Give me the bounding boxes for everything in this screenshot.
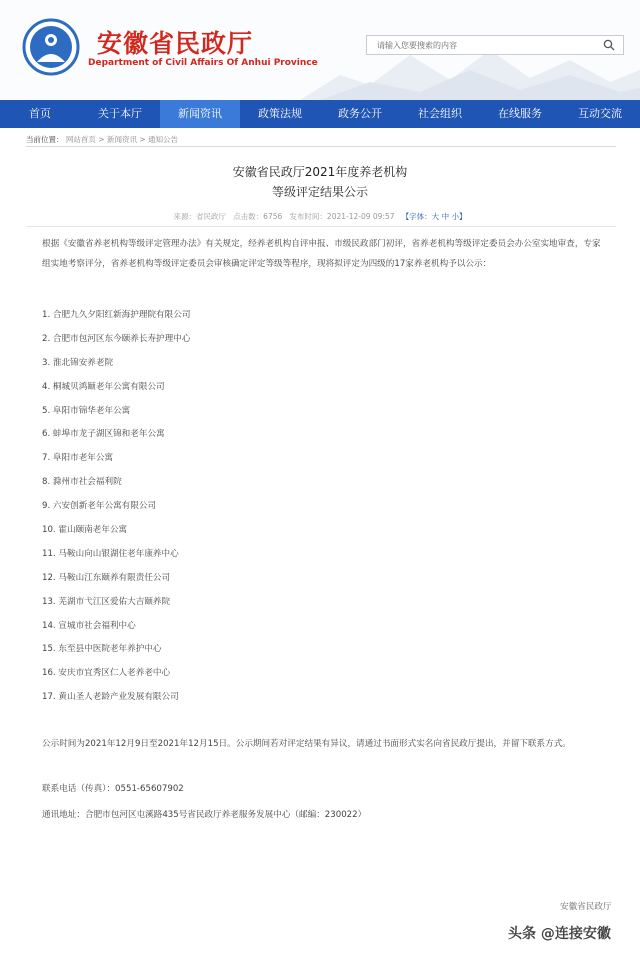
breadcrumb-notices[interactable]: 通知公告: [148, 135, 179, 144]
breadcrumb-separator: >: [98, 135, 107, 144]
article-title-line1: 安徽省民政厅2021年度养老机构: [232, 165, 408, 179]
list-item: 11. 马鞍山向山银湖住老年康养中心: [42, 548, 179, 559]
site-subtitle: Department of Civil Affairs Of Anhui Province: [88, 58, 318, 68]
list-item: 12. 马鞍山江东颐养有限责任公司: [42, 572, 171, 583]
list-item: 6. 蚌埠市龙子湖区锦和老年公寓: [42, 429, 165, 440]
contact-phone: 联系电话（传真）：0551-65607902: [42, 784, 184, 794]
list-item: 4. 桐城贝鸿颐老年公寓有限公司: [42, 381, 165, 392]
list-item: 5. 阜阳市锦华老年公寓: [42, 405, 131, 416]
breadcrumb-separator: >: [139, 135, 149, 144]
contact-address: 通讯地址：合肥市包河区屯溪路435号省民政厅养老服务发展中心（邮编：230022）: [42, 810, 367, 820]
nav-home[interactable]: 首页: [29, 107, 51, 120]
meta-views: 点击数：6756: [233, 212, 283, 221]
divider: [26, 226, 616, 227]
meta-date: 发布时间：2021-12-09 09:57: [289, 212, 395, 221]
emblem-logo: [22, 18, 80, 76]
nav-public-affairs[interactable]: 政务公开: [338, 107, 382, 120]
divider: [26, 146, 616, 147]
meta-source: 来源：省民政厅: [173, 212, 227, 221]
article-meta: [0, 211, 640, 222]
list-item: 15. 东至县中医院老年养护中心: [42, 644, 162, 655]
breadcrumb-home[interactable]: 网站首页: [65, 135, 96, 144]
list-item: 2. 合肥市包河区东今颐养长寿护理中心: [42, 333, 191, 344]
nav-online-service[interactable]: 在线服务: [498, 107, 542, 120]
list-item: 17. 黄山圣人老龄产业发展有限公司: [42, 692, 179, 703]
list-item: 14. 宣城市社会福利中心: [42, 620, 136, 631]
list-item: 10. 霍山颐南老年公寓: [42, 525, 128, 536]
nav-news[interactable]: 新闻资讯: [160, 100, 240, 128]
mountain-decoration: [300, 20, 640, 100]
breadcrumb: [26, 134, 178, 145]
article-title-line2: 等级评定结果公示: [271, 185, 368, 199]
nav-policy[interactable]: 政策法规: [258, 107, 302, 120]
institution-list: [42, 305, 190, 711]
list-item: 3. 淮北锦安养老院: [42, 357, 114, 368]
list-item: 7. 阜阳市老年公寓: [42, 453, 114, 464]
site-title: 安徽省民政厅: [97, 29, 254, 58]
nav-interaction[interactable]: 互动交流: [578, 107, 622, 120]
breadcrumb-news[interactable]: 新闻资讯: [106, 135, 137, 144]
watermark: 头条 @连接安徽: [508, 926, 611, 942]
site-header: [0, 0, 640, 100]
search-box: [366, 35, 624, 55]
nav-social-orgs[interactable]: 社会组织: [418, 107, 462, 120]
list-item: 9. 六安创新老年公寓有限公司: [42, 501, 157, 512]
search-icon[interactable]: [603, 39, 615, 51]
list-item: 16. 安庆市宜秀区仁人老养老中心: [42, 668, 171, 679]
article-outro: 公示时间为2021年12月9日至2021年12月15日。公示期间若对评定结果有异议，请通过书面形式实名向省民政厅提出，并留下联系方式。: [42, 739, 571, 749]
article-intro: 根据《安徽省养老机构等级评定管理办法》有关规定，经养老机构自评申报、市级民政部门初评，省养老机构等级评定委员会办公室实地审查，专家组实地考察评分，省养老机构等级评定委员会审核确定评定等级等程序，现将拟评定为四级的17家养老机构予以公示：: [42, 239, 601, 269]
font-size-control[interactable]: 【字体：大 中 小】: [401, 212, 467, 221]
signature: 安徽省民政厅: [560, 902, 612, 912]
list-item: 1. 合肥九久夕阳红新海护理院有限公司: [42, 310, 191, 320]
main-nav: [0, 100, 640, 128]
search-input[interactable]: [367, 36, 587, 54]
list-item: 8. 滁州市社会福利院: [42, 477, 122, 488]
breadcrumb-label: 当前位置：: [26, 135, 64, 144]
list-item: 13. 芜湖市弋江区爱佑大吉颐养院: [42, 596, 171, 607]
nav-about[interactable]: 关于本厅: [98, 107, 142, 120]
